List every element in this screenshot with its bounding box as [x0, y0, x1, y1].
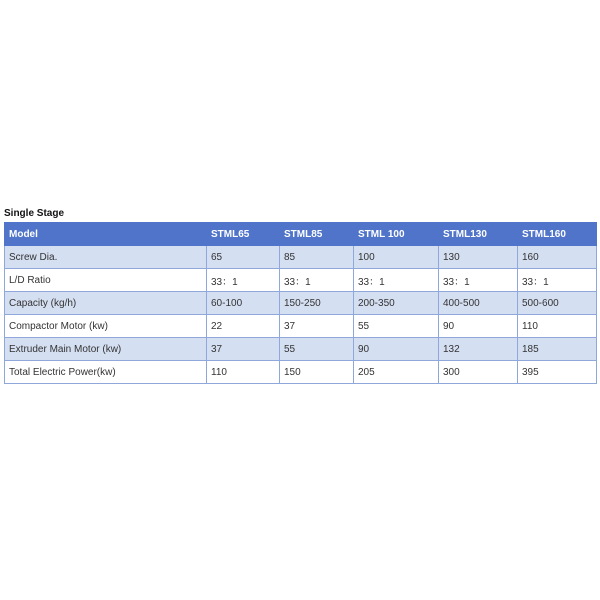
table-row	[5, 269, 597, 292]
table-cell: 33：1	[439, 269, 518, 292]
header-stml160: STML160	[518, 223, 597, 246]
table-row	[5, 361, 597, 384]
header-model: Model	[5, 223, 207, 246]
row-label: L/D Ratio	[5, 269, 207, 292]
table-cell: 130	[439, 246, 518, 269]
row-label: Compactor Motor (kw)	[5, 315, 207, 338]
table-cell: 500-600	[518, 292, 597, 315]
section-title: Single Stage	[4, 208, 65, 219]
table-header-row	[5, 223, 597, 246]
table-cell: 33：1	[280, 269, 354, 292]
table-cell: 150-250	[280, 292, 354, 315]
row-label: Total Electric Power(kw)	[5, 361, 207, 384]
row-label: Capacity (kg/h)	[5, 292, 207, 315]
table-cell: 33：1	[354, 269, 439, 292]
table-cell: 110	[207, 361, 280, 384]
table-cell: 55	[354, 315, 439, 338]
table-cell: 132	[439, 338, 518, 361]
row-label: Extruder Main Motor (kw)	[5, 338, 207, 361]
table-cell: 85	[280, 246, 354, 269]
table-row	[5, 315, 597, 338]
table-cell: 37	[280, 315, 354, 338]
table-cell: 205	[354, 361, 439, 384]
table-cell: 60-100	[207, 292, 280, 315]
table-cell: 400-500	[439, 292, 518, 315]
header-stml130: STML130	[439, 223, 518, 246]
table-cell: 160	[518, 246, 597, 269]
table-cell: 65	[207, 246, 280, 269]
table-cell: 100	[354, 246, 439, 269]
header-stml85: STML85	[280, 223, 354, 246]
table-cell: 22	[207, 315, 280, 338]
table-row	[5, 338, 597, 361]
header-stml65: STML65	[207, 223, 280, 246]
table-cell: 110	[518, 315, 597, 338]
table-cell: 200-350	[354, 292, 439, 315]
table-cell: 150	[280, 361, 354, 384]
table-row	[5, 246, 597, 269]
table-cell: 90	[354, 338, 439, 361]
row-label: Screw Dia.	[5, 246, 207, 269]
table-cell: 185	[518, 338, 597, 361]
table-cell: 395	[518, 361, 597, 384]
table-row	[5, 292, 597, 315]
spec-table	[4, 222, 597, 384]
table-cell: 55	[280, 338, 354, 361]
header-stml100: STML 100	[354, 223, 439, 246]
table-cell: 33：1	[518, 269, 597, 292]
table-cell: 300	[439, 361, 518, 384]
table-cell: 90	[439, 315, 518, 338]
table-cell: 33：1	[207, 269, 280, 292]
table-cell: 37	[207, 338, 280, 361]
